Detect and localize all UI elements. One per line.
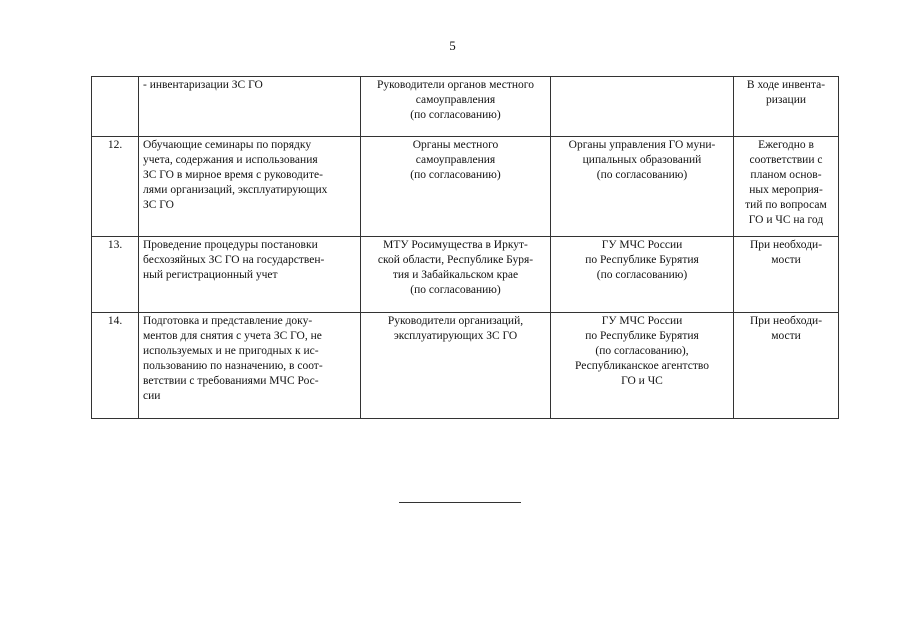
executors-cell [361, 137, 551, 237]
participants-text-line: (по согласованию), [595, 345, 689, 357]
row-number-cell [92, 237, 139, 313]
measure-text-line: Проведение процедуры постановки [143, 239, 318, 251]
participants-text-line: ГУ МЧС России [601, 315, 683, 327]
participants-text-line: Республиканское агентство [575, 360, 709, 372]
executors-text-line: эксплуатирующих ЗС ГО [393, 330, 518, 342]
term-text-line: соответствии с [749, 154, 823, 166]
executors-cell [361, 237, 551, 313]
measure-text-line: бесхозяйных ЗС ГО на государствен- [143, 254, 325, 266]
participants-text-line: ципальных образований [582, 154, 702, 166]
executors-text-line: тия и Забайкальском крае [392, 269, 519, 281]
term-text-line: При необходи- [749, 315, 823, 327]
term-text-line: планом основ- [750, 169, 822, 181]
table-row [92, 137, 839, 237]
measure-text-line: пользованию по назначению, в соот- [143, 360, 323, 372]
measure-text-line: Подготовка и представление доку- [143, 315, 313, 327]
executors-text-line: Руководители организаций, [387, 315, 524, 327]
participants-text-line: Органы управления ГО муни- [568, 139, 716, 151]
term-cell [734, 77, 839, 137]
participants-text-line: (по согласованию) [596, 269, 688, 281]
row-number-cell [92, 77, 139, 137]
participants-text-line: ГО и ЧС [621, 375, 663, 387]
table-row [92, 237, 839, 313]
measure-cell [139, 137, 361, 237]
participants-cell [551, 137, 734, 237]
measure-text-line: учета, содержания и использования [143, 154, 318, 166]
measure-text-line: сии [143, 390, 161, 402]
plan-table [91, 76, 839, 419]
row-number: 14. [107, 315, 123, 327]
participants-text-line: ГУ МЧС России [601, 239, 683, 251]
row-number: 13. [107, 239, 123, 251]
participants-text-line: (по согласованию) [596, 169, 688, 181]
executors-text-line: ской области, Республике Буря- [377, 254, 534, 266]
measure-text-line: ментов для снятия с учета ЗС ГО, не [143, 330, 322, 342]
executors-text-line: (по согласованию) [410, 169, 501, 181]
participants-text-line: по Республике Бурятия [585, 330, 699, 342]
term-text-line: ных мероприя- [749, 184, 823, 196]
term-text-line: В ходе инвента- [746, 79, 826, 91]
row-number: 12. [107, 139, 123, 151]
measure-cell [139, 237, 361, 313]
executors-text-line: самоуправления [415, 94, 496, 106]
measure-text-line: ЗС ГО в мирное время с руководите- [143, 169, 323, 181]
term-text-line: ризации [765, 94, 806, 106]
measure-cell [139, 313, 361, 419]
measure-text-line: ный регистрационный учет [143, 269, 278, 281]
row-number-cell [92, 137, 139, 237]
measure-text-line: ЗС ГО [143, 199, 174, 211]
table-row [92, 77, 839, 137]
participants-cell [551, 237, 734, 313]
term-text-line: мости [771, 330, 801, 342]
participants-cell [551, 313, 734, 419]
participants-cell [551, 77, 734, 137]
term-cell [734, 137, 839, 237]
executors-cell [361, 77, 551, 137]
table-row [92, 313, 839, 419]
page-number: 5 [449, 38, 456, 53]
term-text-line: тий по вопросам [745, 199, 827, 211]
executors-text-line: (по согласованию) [410, 284, 501, 296]
participants-text-line: по Республике Бурятия [585, 254, 699, 266]
executors-text-line: самоуправления [415, 154, 496, 166]
term-text-line: мости [771, 254, 801, 266]
measure-text-line: лями организаций, эксплуатирующих [143, 184, 328, 196]
measure-cell [139, 77, 361, 137]
term-text-line: ГО и ЧС на год [748, 214, 824, 226]
term-text-line: При необходи- [749, 239, 823, 251]
executors-text-line: МТУ Росимущества в Иркут- [383, 239, 528, 251]
executors-text-line: Руководители органов местного [377, 79, 534, 91]
term-cell [734, 313, 839, 419]
executors-text-line: Органы местного [412, 139, 499, 151]
measure-text-line: используемых и не пригодных к ис- [143, 345, 319, 357]
executors-text-line: (по согласованию) [410, 109, 501, 121]
measure-text-line: - инвентаризации ЗС ГО [143, 79, 263, 91]
term-text-line: Ежегодно в [758, 139, 814, 151]
term-cell [734, 237, 839, 313]
measure-text-line: ветствии с требованиями МЧС Рос- [143, 375, 319, 387]
closing-rule [399, 502, 521, 503]
measure-text-line: Обучающие семинары по порядку [143, 139, 312, 151]
executors-cell [361, 313, 551, 419]
row-number-cell [92, 313, 139, 419]
